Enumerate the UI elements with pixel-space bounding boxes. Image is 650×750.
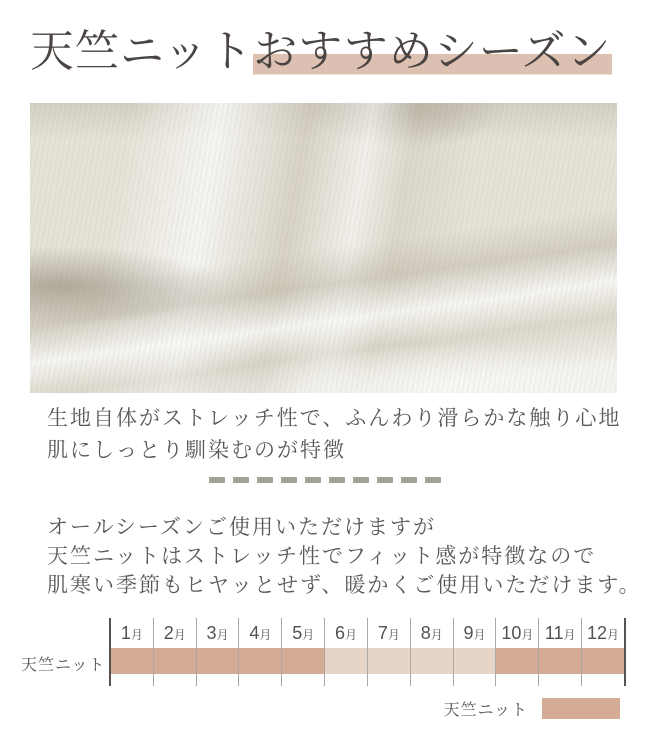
month-label-1: 1月 <box>111 618 154 686</box>
month-label-8: 8月 <box>411 618 454 686</box>
month-label-3: 3月 <box>197 618 240 686</box>
month-label-6: 6月 <box>325 618 368 686</box>
title-highlighted-text: おすすめシーズン <box>253 27 612 76</box>
month-label-2: 2月 <box>154 618 197 686</box>
season-row-label: 天竺ニット <box>21 657 106 674</box>
month-label-7: 7月 <box>368 618 411 686</box>
season-legend <box>0 697 620 720</box>
description-line-3: 肌寒い季節もヒヤッとせず、暖かくご使用いただけます。 <box>47 574 642 597</box>
month-label-5: 5月 <box>282 618 325 686</box>
description-line-2: 天竺ニットはストレッチ性でフィット感が特徴なので <box>47 545 597 568</box>
month-label-11: 11月 <box>539 618 582 686</box>
intro-text <box>47 403 621 467</box>
month-label-12: 12月 <box>587 623 620 643</box>
season-chart <box>0 618 650 686</box>
description-line-1: オールシーズンご使用いただけますが <box>47 516 437 539</box>
description-text <box>47 513 642 600</box>
fabric-photo <box>30 103 617 393</box>
legend-label: 天竺ニット <box>443 702 528 719</box>
season-columns <box>111 618 624 686</box>
intro-line-2: 肌にしっとり馴染むのが特徴 <box>47 439 346 462</box>
fabric-texture-noise <box>30 103 617 393</box>
season-grid <box>109 618 626 686</box>
page-title <box>30 28 612 76</box>
month-label-10: 10月 <box>496 618 539 686</box>
month-label-9: 9月 <box>454 618 497 686</box>
legend-swatch <box>542 698 620 719</box>
dashed-divider <box>209 477 441 483</box>
intro-line-1: 生地自体がストレッチ性で、ふんわり滑らかな触り心地 <box>47 407 622 430</box>
month-label-4: 4月 <box>239 618 282 686</box>
title-plain-text: 天竺ニット <box>30 27 254 76</box>
